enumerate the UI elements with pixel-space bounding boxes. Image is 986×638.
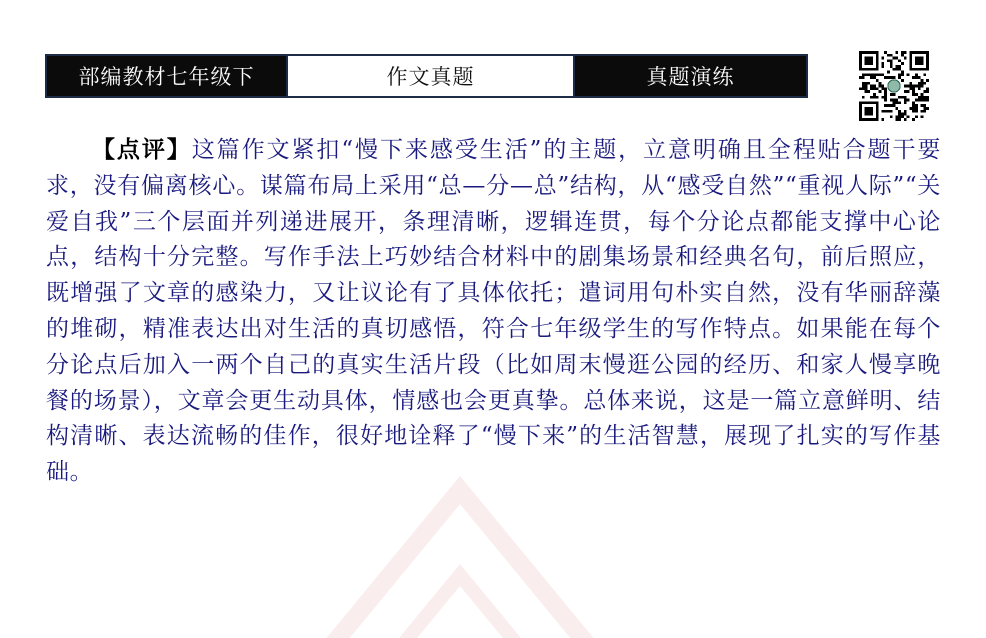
header-practice-label: 真题演练	[575, 56, 806, 96]
review-paragraph	[46, 132, 941, 491]
watermark-logo-icon	[300, 470, 620, 638]
qr-code-icon[interactable]	[859, 51, 929, 121]
header-banner	[45, 54, 808, 98]
review-body-text: 这篇作文紧扣“慢下来感受生活”的主题，立意明确且全程贴合题干要求，没有偏离核心。谋篇布局上采用“总—分—总”结构，从“感受自然”“重视人际”“关爱自我”三个层面并列递进展开，条理清晰，逻辑连贯，每个分论点都能支撑中心论点，结构十分完整。写作手法上巧妙结合材料中的剧集场景和经典名句，前后照应，既增强了文章的感染力，又让议论有了具体依托；遣词用句朴实自然，没有华丽辞藻的堆砌，精准表达出对生活的真切感悟，符合七年级学生的写作特点。如果能在每个分论点后加入一两个自己的真实生活片段（比如周末慢逛公园的经历、和家人慢享晚餐的场景），文章会更生动具体，情感也会更真挚。总体来说，这是一篇立意鲜明、结构清晰、表达流畅的佳作，很好地诠释了“慢下来”的生活智慧，展现了扎实的写作基础。	[46, 137, 941, 486]
header-textbook-label: 部编教材七年级下	[47, 56, 286, 96]
review-lead-label: 【点评】	[92, 136, 192, 163]
header-section-title: 作文真题	[286, 56, 575, 96]
